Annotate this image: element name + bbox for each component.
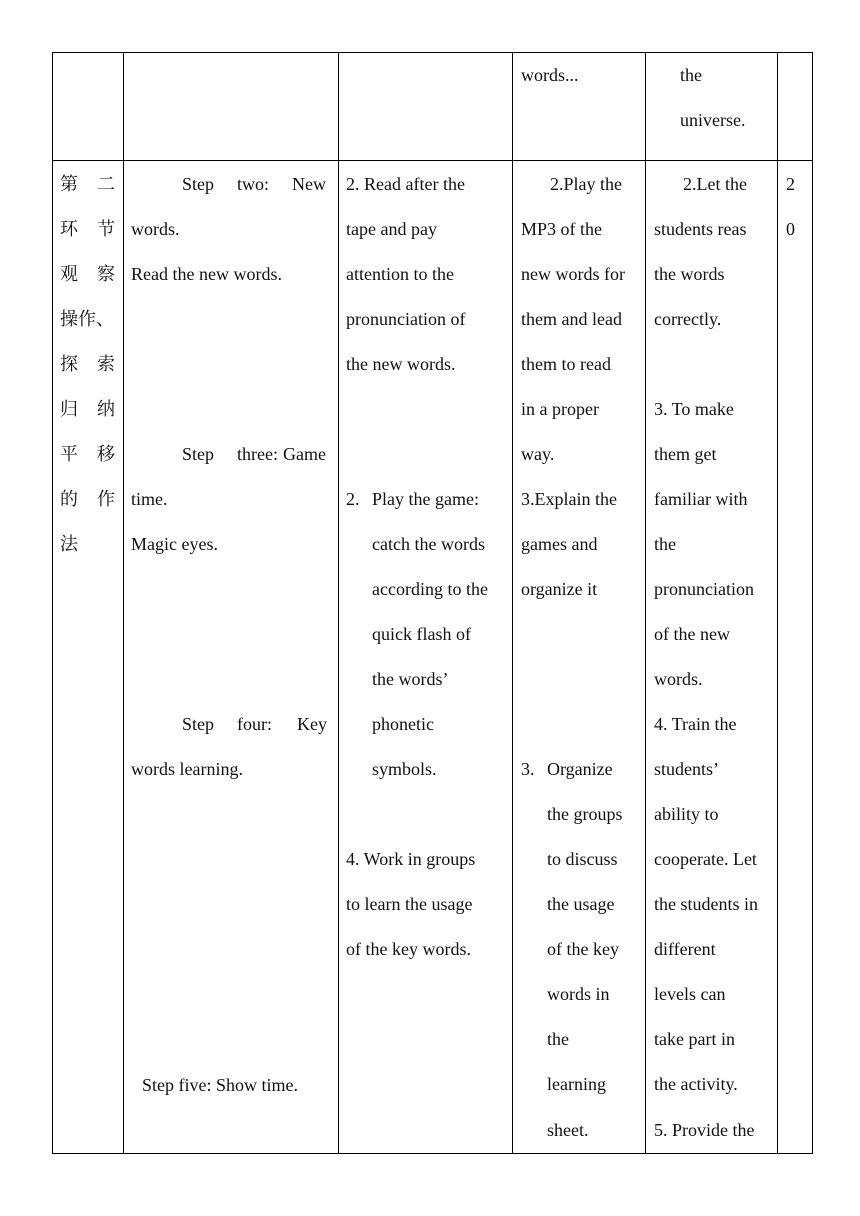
teacher-activity-line: MP3 of the xyxy=(521,219,602,239)
column-border xyxy=(338,52,339,1154)
teacher-activity-line: way. xyxy=(521,444,555,464)
student-activity-line: phonetic xyxy=(372,714,434,734)
stage-label-char: 作 xyxy=(97,489,115,510)
purpose-line: the activity. xyxy=(654,1074,738,1094)
student-activity-line: attention to the xyxy=(346,264,454,284)
teacher-activity-line: sheet. xyxy=(547,1120,589,1140)
purpose-line: the xyxy=(654,534,676,554)
list-number: 3. xyxy=(521,759,535,779)
purpose-line: words. xyxy=(654,669,703,689)
step-text: Game xyxy=(283,444,326,464)
student-activity-line: pronunciation of xyxy=(346,309,466,329)
stage-label-char: 察 xyxy=(97,264,115,285)
purpose-line: the words xyxy=(654,264,725,284)
teacher-activity-line: to discuss xyxy=(547,849,618,869)
table-bottom-border xyxy=(52,1153,813,1154)
teacher-activity-line: organize it xyxy=(521,579,598,599)
stage-label-char: 纳 xyxy=(97,399,115,420)
teacher-activity-line: learning xyxy=(547,1074,606,1094)
time-digit: 2 xyxy=(786,174,795,194)
table-cell-text: words... xyxy=(521,65,579,85)
stage-label-char: 节 xyxy=(97,219,115,240)
list-number: 2. xyxy=(346,489,360,509)
teacher-activity-line: the usage xyxy=(547,894,615,914)
purpose-line: of the new xyxy=(654,624,730,644)
step-text: Read the new words. xyxy=(131,264,282,284)
column-border xyxy=(123,52,124,1154)
teacher-activity-line: of the key xyxy=(547,939,619,959)
stage-label-char: 法 xyxy=(60,534,78,555)
teacher-activity-line: 2.Play the xyxy=(550,174,622,194)
step-text: Step five: Show time. xyxy=(142,1075,298,1095)
student-activity-line: quick flash of xyxy=(372,624,471,644)
student-activity-line: catch the words xyxy=(372,534,485,554)
step-text: four: xyxy=(237,714,272,734)
teacher-activity-line: the groups xyxy=(547,804,623,824)
teacher-activity-line: in a proper xyxy=(521,399,599,419)
purpose-line: the students in xyxy=(654,894,758,914)
table-cell-text: the xyxy=(680,65,702,85)
student-activity-line: of the key words. xyxy=(346,939,471,959)
table-cell-text: universe. xyxy=(680,110,746,130)
purpose-line: pronunciation xyxy=(654,579,754,599)
stage-label-char: 环 xyxy=(60,219,78,240)
stage-label-char: 平 xyxy=(60,444,78,465)
teacher-activity-line: games and xyxy=(521,534,598,554)
purpose-line: 4. Train the xyxy=(654,714,737,734)
column-border xyxy=(812,52,813,1154)
purpose-line: cooperate. Let xyxy=(654,849,757,869)
column-border xyxy=(512,52,513,1154)
purpose-line: familiar with xyxy=(654,489,748,509)
step-text: Step xyxy=(182,714,215,734)
time-digit: 0 xyxy=(786,219,795,239)
student-activity-line: Play the game: xyxy=(372,489,479,509)
purpose-line: correctly. xyxy=(654,309,722,329)
teacher-activity-line: them to read xyxy=(521,354,611,374)
step-text: words learning. xyxy=(131,759,243,779)
purpose-line: 3. To make xyxy=(654,399,734,419)
stage-label-char: 二 xyxy=(97,174,115,195)
student-activity-line: according to the xyxy=(372,579,488,599)
column-border xyxy=(777,52,778,1154)
stage-label-char: 索 xyxy=(97,354,115,375)
step-text: Key xyxy=(297,714,327,734)
step-text: Step xyxy=(182,444,215,464)
column-border xyxy=(645,52,646,1154)
stage-label-char: 操作、 xyxy=(60,309,114,330)
teacher-activity-line: Organize xyxy=(547,759,613,779)
purpose-line: them get xyxy=(654,444,717,464)
purpose-line: students’ xyxy=(654,759,719,779)
purpose-line: 5. Provide the xyxy=(654,1120,755,1140)
step-text: words. xyxy=(131,219,180,239)
student-activity-line: to learn the usage xyxy=(346,894,473,914)
purpose-line: take part in xyxy=(654,1029,735,1049)
teacher-activity-line: new words for xyxy=(521,264,625,284)
student-activity-line: the words’ xyxy=(372,669,449,689)
stage-label-char: 第 xyxy=(60,174,78,195)
student-activity-line: tape and pay xyxy=(346,219,437,239)
stage-label-char: 的 xyxy=(60,489,78,510)
step-text: time. xyxy=(131,489,168,509)
purpose-line: different xyxy=(654,939,716,959)
student-activity-line: 4. Work in groups xyxy=(346,849,476,869)
teacher-activity-line: them and lead xyxy=(521,309,622,329)
student-activity-line: symbols. xyxy=(372,759,437,779)
purpose-line: ability to xyxy=(654,804,719,824)
teacher-activity-line: the xyxy=(547,1029,569,1049)
column-border xyxy=(52,52,53,1154)
step-text: Magic eyes. xyxy=(131,534,218,554)
purpose-line: students reas xyxy=(654,219,747,239)
stage-label-char: 归 xyxy=(60,399,78,420)
step-text: two: xyxy=(237,174,270,194)
step-text: New xyxy=(292,174,326,194)
teacher-activity-line: 3.Explain the xyxy=(521,489,617,509)
purpose-line: 2.Let the xyxy=(683,174,747,194)
stage-label-char: 探 xyxy=(60,354,78,375)
step-text: Step xyxy=(182,174,215,194)
teacher-activity-line: words in xyxy=(547,984,610,1004)
student-activity-line: the new words. xyxy=(346,354,456,374)
stage-label-char: 移 xyxy=(97,444,115,465)
step-text: three: xyxy=(237,444,278,464)
stage-label-char: 观 xyxy=(60,264,78,285)
student-activity-line: 2. Read after the xyxy=(346,174,465,194)
row-divider xyxy=(52,160,813,161)
purpose-line: levels can xyxy=(654,984,726,1004)
